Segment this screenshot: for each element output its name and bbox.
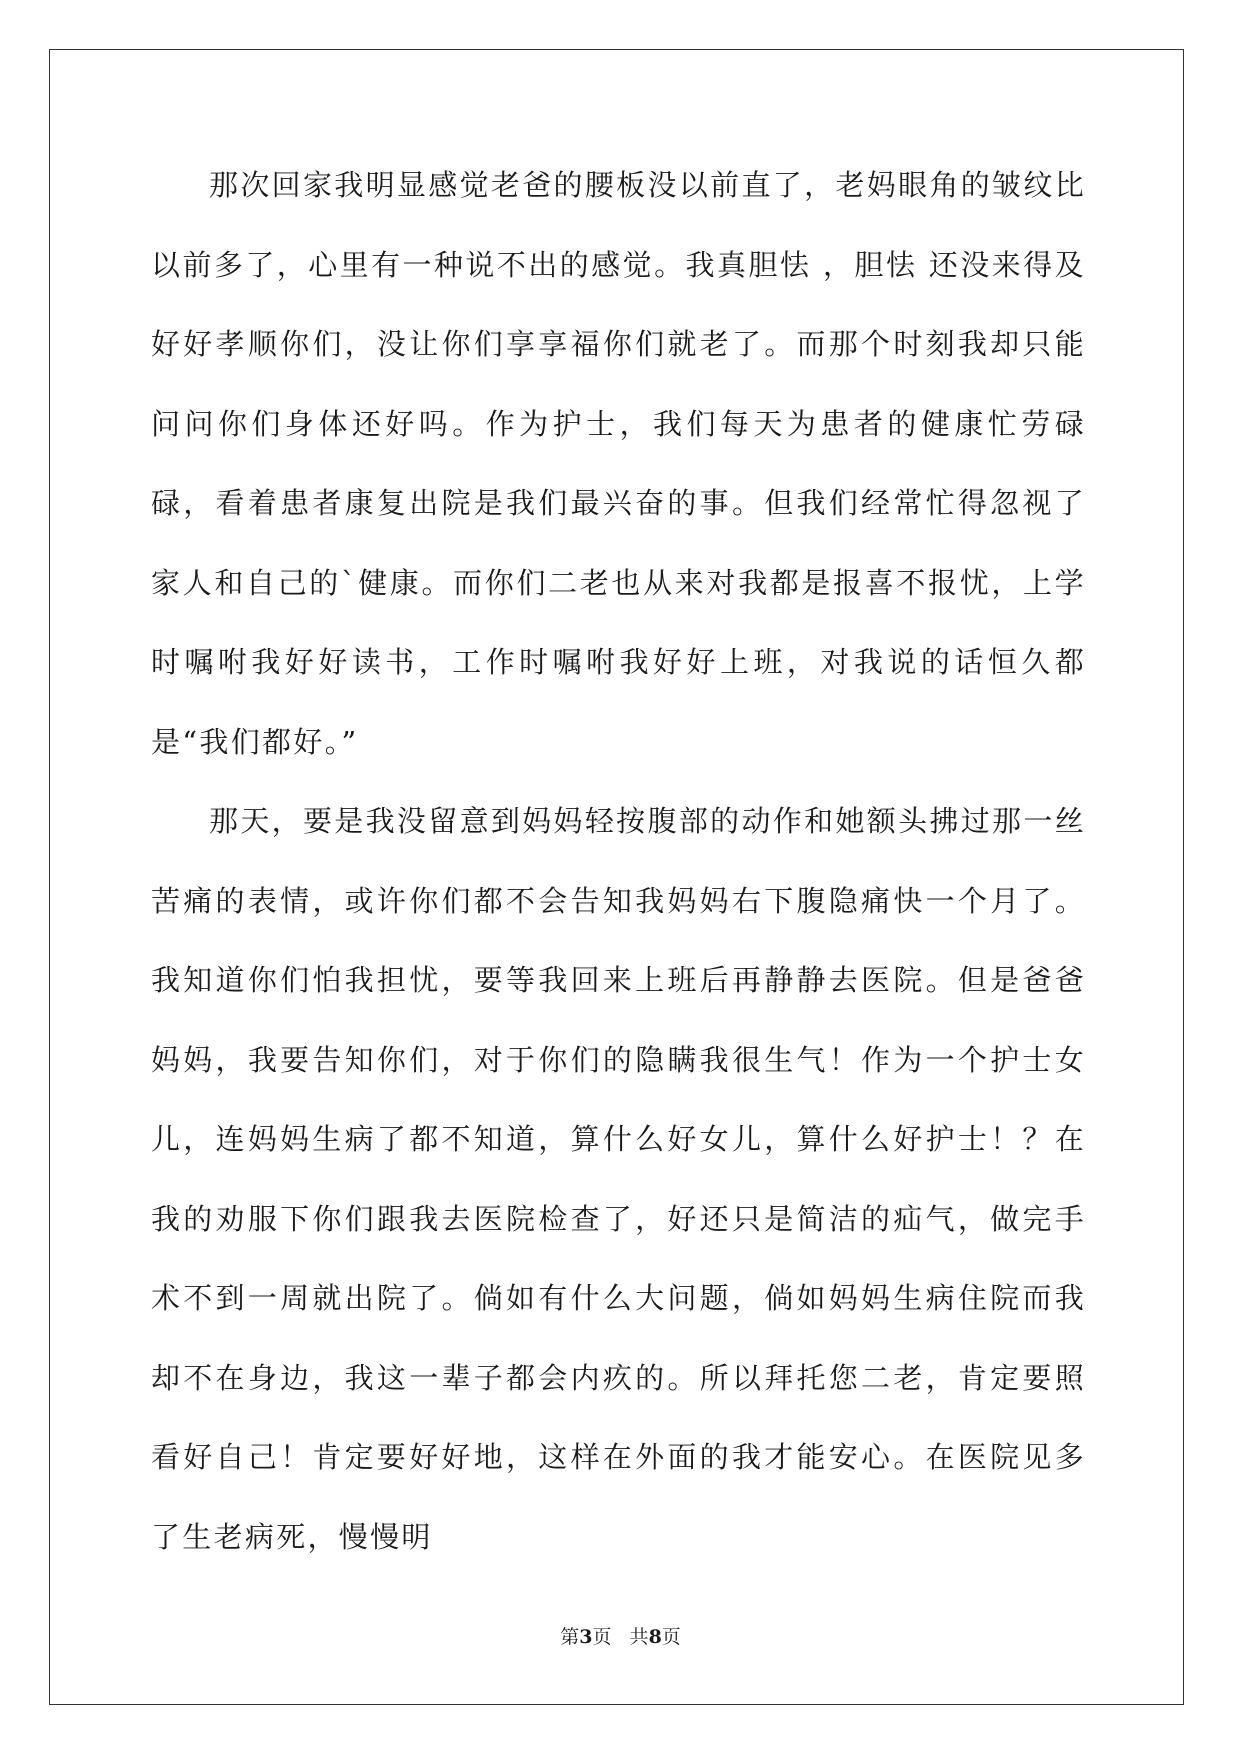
- paragraph-2: 那天，要是我没留意到妈妈轻按腹部的动作和她额头拂过那一丝苦痛的表情，或许你们都不会告知我妈妈右下腹隐痛快一个月了。我知道你们怕我担忧，要等我回来上班后再静静去医院。但是爸爸妈妈，我要告知你们，对于你们的隐瞒我很生气！作为一个护士女儿，连妈妈生病了都不知道，算什么好女儿，算什么好护士！？在我的劝服下你们跟我去医院检查了，好还只是简洁的疝气，做完手术不到一周就出院了。倘如有什么大问题，倘如妈妈生病住院而我却不在身边，我这一辈子都会内疚的。所以拜托您二老，肯定要照看好自己！肯定要好好地，这样在外面的我才能安心。在医院见多了生老病死，慢慢明: [151, 804, 1086, 1554]
- footer-prefix: 第: [560, 1626, 580, 1648]
- footer-current-page: 3: [579, 1626, 593, 1648]
- footer-suffix: 页: [661, 1626, 681, 1648]
- paragraph-1: 那次回家我明显感觉老爸的腰板没以前直了，老妈眼角的皱纹比以前多了，心里有一种说不出的感觉。我真胆怯 ，胆怯 还没来得及好好孝顺你们，没让你们享享福你们就老了。而那个时刻我却只能问问你们身体还好吗。作为护士，我们每天为患者的健康忙劳碌碌，看着患者康复出院是我们最兴奋的事。但我们经常忙得忽视了家人和自己的`健康。而你们二老也从来对我都是报喜不报忧，上学时嘱咐我好好读书，工作时嘱咐我好好上班，对我说的话恒久都是“我们都好。”: [151, 168, 1086, 759]
- footer-total-pages: 8: [648, 1626, 662, 1648]
- page-footer: [0, 1622, 1241, 1649]
- footer-middle: 页 共: [592, 1626, 649, 1648]
- document-body: [151, 146, 1086, 1577]
